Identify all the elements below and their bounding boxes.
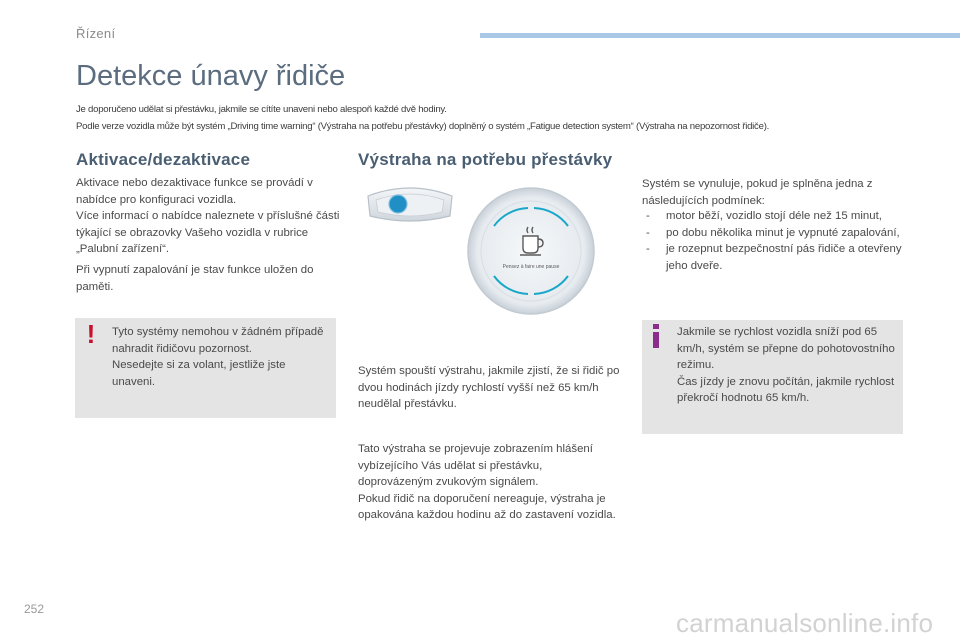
list-item: - motor běží, vozidlo stojí déle než 15 minut, bbox=[646, 210, 882, 222]
activation-paragraph: Aktivace nebo dezaktivace funkce se provádí v nabídce pro konfiguraci vozidla. Více informací o nabídce naleznete v příslušné části týkající se obrazovky Vašeho vozidla v rubrice „Palubní zařízení“. bbox=[76, 177, 340, 255]
warning-note-text: Tyto systémy nemohou v žádném případě nahradit řidičovu pozornost. Nesedejte si za volant, jestliže jste unaveni. bbox=[112, 326, 324, 388]
display-highlight bbox=[389, 195, 407, 213]
intro-line-2: Podle verze vozidla může být systém „Driving time warning“ (Výstraha na potřebu přestávky) doplněný o systém „Fatigue detection system“ (Výstraha na nepozornost řidiče). bbox=[76, 121, 770, 132]
reset-intro-text: Systém se vynuluje, pokud je splněna jedna z následujících podmínek: bbox=[642, 178, 873, 207]
page-number: 252 bbox=[24, 602, 45, 616]
exclamation-icon: ! bbox=[86, 319, 96, 349]
heading-break-warning: Výstraha na potřebu přestávky bbox=[358, 150, 613, 169]
info-icon bbox=[650, 323, 662, 349]
alert-description-text: Tato výstraha se projevuje zobrazením hlášení vybízejícího Vás udělat si přestávku, doprovázeným zvukovým signálem. Pokud řidič na doporučení nereaguje, výstraha je opakována každou hodinu až do zastavení vozidla. bbox=[358, 443, 616, 521]
system-trigger-text: Systém spouští výstrahu, jakmile zjistí, že si řidič po dvou hodinách jízdy rychlostí vyšší než 65 km/h neudělal přestávku. bbox=[358, 365, 620, 410]
display-message: Pensez à faire une pause bbox=[502, 264, 560, 270]
watermark: carmanualsonline.info bbox=[676, 608, 934, 638]
header-bar bbox=[480, 33, 960, 38]
memory-paragraph: Při vypnutí zapalování je stav funkce uložen do paměti. bbox=[76, 264, 314, 293]
page-title: Detekce únavy řidiče bbox=[76, 60, 346, 92]
instrument-cluster-illustration bbox=[364, 178, 456, 228]
list-item: - po dobu několika minut je vypnuté zapalování, bbox=[646, 226, 900, 239]
intro-line-1: Je doporučeno udělat si přestávku, jakmile se cítíte unaveni nebo alespoň každé dvě hodiny. bbox=[76, 104, 447, 115]
reset-conditions-list bbox=[642, 208, 912, 274]
dial-display-illustration bbox=[466, 186, 596, 316]
info-note-text: Jakmile se rychlost vozidla sníží pod 65 km/h, systém se přepne do pohotovostního režimu. Čas jízdy je znovu počítán, jakmile rychlost překročí hodnotu 65 km/h. bbox=[677, 326, 895, 404]
heading-activation: Aktivace/dezaktivace bbox=[76, 150, 251, 169]
list-item: - je rozepnut bezpečnostní pás řidiče a otevřeny jeho dveře. bbox=[646, 243, 902, 272]
section-label: Řízení bbox=[76, 26, 116, 41]
